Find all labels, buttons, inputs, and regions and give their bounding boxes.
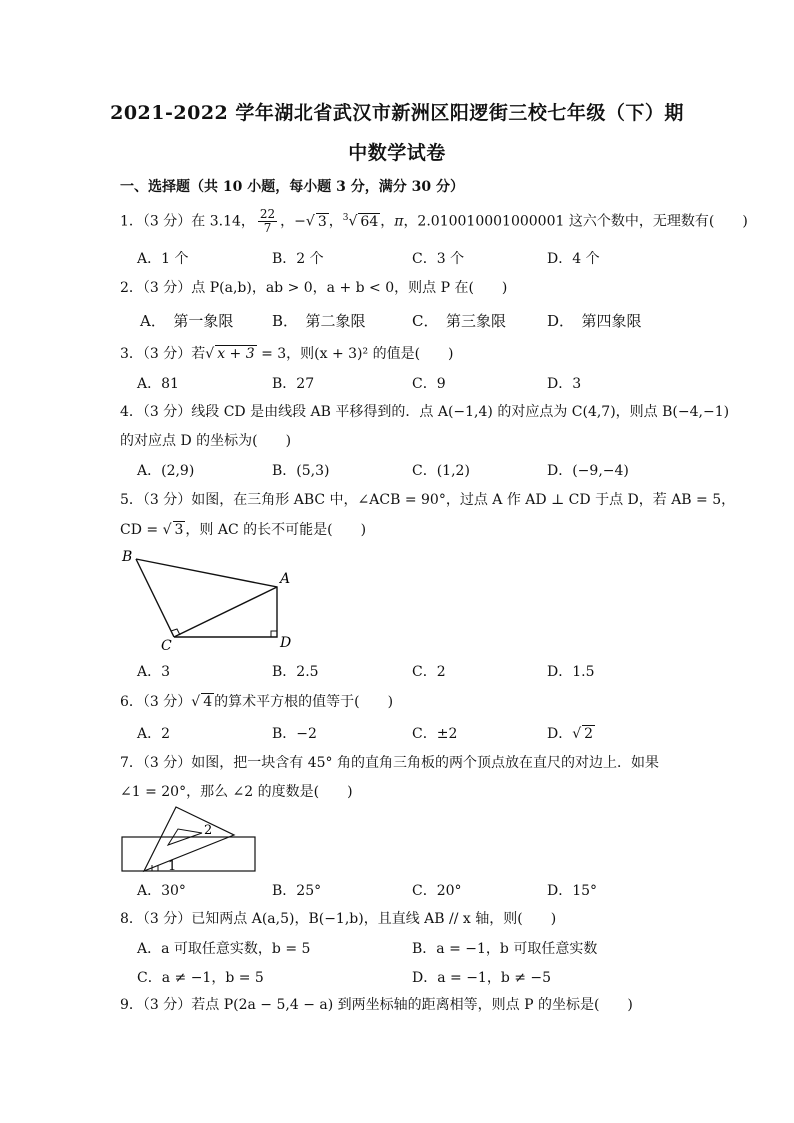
- q6-option-b: B．−2: [272, 726, 317, 742]
- label-c: C: [161, 638, 172, 654]
- q3-radicand: x + 3: [217, 346, 255, 362]
- q6-option-d: [547, 723, 595, 743]
- q2-option-d: D． 第四象限: [547, 312, 642, 330]
- question-1: [120, 208, 748, 235]
- q1-mid3: ，: [380, 213, 395, 230]
- radical-icon: √: [572, 726, 582, 742]
- question-5-line1: 5．（3 分）如图，在三角形 ABC 中，∠ACB = 90°，过点 A 作 AD ⊥ CD 于点 D，若 AB = 5，: [120, 492, 736, 508]
- q6-optd-pre: D．: [547, 726, 573, 742]
- q5-option-b: B．2.5: [272, 664, 319, 680]
- ruler-shape: [122, 837, 255, 871]
- radical-icon: √: [205, 346, 215, 362]
- q5-option-c: C．2: [412, 664, 446, 680]
- question-3: [120, 343, 454, 363]
- q3-option-b: B．27: [272, 376, 315, 392]
- q3-option-d: D．3: [547, 376, 582, 392]
- radical-icon: √: [305, 213, 315, 230]
- radical-icon: √: [191, 694, 201, 710]
- q1-prefix: 1．（3 分）在 3.14，: [120, 213, 255, 230]
- radical-icon: √: [348, 213, 358, 230]
- q1-cube-radicand: 64: [360, 213, 379, 230]
- q1-pi: π: [394, 213, 404, 230]
- q1-cube-index: 3: [342, 212, 349, 223]
- q1-option-a: A．1 个: [137, 251, 189, 267]
- question-9: 9．（3 分）若点 P(2a − 5,4 − a) 到两坐标轴的距离相等，则点 P 的坐标是( ): [120, 997, 633, 1013]
- question-6: [120, 691, 393, 711]
- q2-option-b: B． 第二象限: [272, 312, 366, 330]
- radical-icon: √: [162, 522, 172, 538]
- q4-option-c: C．(1,2): [412, 463, 470, 479]
- q4-option-b: B．(5,3): [272, 463, 330, 479]
- q1-option-b: B．2 个: [272, 251, 324, 267]
- segment-bc: [136, 559, 174, 637]
- question-7-line2: ∠1 = 20°，那么 ∠2 的度数是( ): [120, 784, 353, 800]
- q5-option-d: D．1.5: [547, 664, 595, 680]
- angle-2-label: 2: [204, 823, 213, 838]
- q8-option-d: D．a = −1，b ≠ −5: [412, 970, 552, 986]
- q5-radicand: 3: [174, 522, 184, 538]
- q2-option-a: A． 第一象限: [140, 312, 234, 330]
- set-square-shape: [144, 807, 234, 871]
- q3-pre: 3．（3 分）若: [120, 346, 206, 362]
- q8-option-b: B．a = −1，b 可取任意实数: [412, 941, 598, 957]
- q8-option-a: A．a 可取任意实数，b = 5: [137, 941, 311, 957]
- q4-option-a: A．(2,9): [137, 463, 195, 479]
- q1-option-c: C．3 个: [412, 251, 465, 267]
- q6-option-a: A．2: [137, 726, 171, 742]
- q4-option-d: D．(−9,−4): [547, 463, 629, 479]
- question-7-line1: 7．（3 分）如图，把一块含有 45° 角的直角三角板的两个顶点放在直尺的对边上．如果: [120, 755, 659, 771]
- triangle-abc-figure: [110, 545, 310, 655]
- q7-option-a: A．30°: [137, 883, 186, 899]
- label-d: D: [280, 635, 292, 651]
- q3-post: = 3，则(x + 3)² 的值是( ): [256, 346, 454, 362]
- question-5-line2: [120, 519, 366, 539]
- q6-optd-radicand: 2: [584, 726, 594, 742]
- q1-sqrt-radicand: 3: [317, 213, 327, 230]
- q1-frac-den: 7: [263, 221, 272, 235]
- q5-line2-pre: CD =: [120, 522, 163, 538]
- question-4-line1: 4．（3 分）线段 CD 是由线段 AB 平移得到的．点 A(−1,4) 的对应点为 C(4,7)，则点 B(−4,−1): [120, 404, 730, 420]
- q1-mid2: ，: [328, 213, 343, 230]
- segment-ca: [174, 587, 277, 637]
- label-a: A: [280, 571, 291, 587]
- q6-pre: 6．（3 分）: [120, 694, 192, 710]
- question-4-line2: 的对应点 D 的坐标为( ): [120, 433, 292, 449]
- right-angle-d-icon: [271, 631, 277, 637]
- q3-option-a: A．81: [137, 376, 179, 392]
- q1-tail: ，2.010010001000001 这六个数中，无理数有( ): [403, 213, 748, 230]
- q1-frac-num: 22: [259, 207, 276, 221]
- q7-option-d: D．15°: [547, 883, 598, 899]
- q1-mid1: ，−: [280, 213, 306, 230]
- ruler-triangle-figure: [118, 803, 260, 875]
- q7-option-b: B．25°: [272, 883, 322, 899]
- label-b: B: [122, 549, 133, 565]
- angle-1-label: 1: [168, 859, 177, 874]
- q5-option-a: A．3: [137, 664, 171, 680]
- q3-option-c: C．9: [412, 376, 446, 392]
- page-title-line1: 2021-2022 学年湖北省武汉市新洲区阳逻街三校七年级（下）期: [110, 102, 684, 124]
- q7-option-c: C．20°: [412, 883, 462, 899]
- q8-option-c: C．a ≠ −1，b = 5: [137, 970, 264, 986]
- q5-line2-post: ，则 AC 的长不可能是( ): [185, 522, 367, 538]
- q6-option-c: C．±2: [412, 726, 458, 742]
- section-heading: 一、选择题（共 10 小题，每小题 3 分，满分 30 分）: [120, 179, 464, 195]
- q1-fraction: [258, 208, 277, 235]
- q1-option-d: D．4 个: [547, 251, 600, 267]
- page-title-line2: 中数学试卷: [348, 142, 446, 164]
- q6-radicand: 4: [203, 694, 213, 710]
- question-2: 2．（3 分）点 P(a,b)，ab > 0，a + b < 0，则点 P 在( ): [120, 280, 508, 296]
- q2-option-c: C． 第三象限: [412, 312, 506, 330]
- question-8: 8．（3 分）已知两点 A(a,5)，B(−1,b)，且直线 AB // x 轴，则( ): [120, 911, 557, 927]
- q6-post: 的算术平方根的值等于( ): [214, 694, 394, 710]
